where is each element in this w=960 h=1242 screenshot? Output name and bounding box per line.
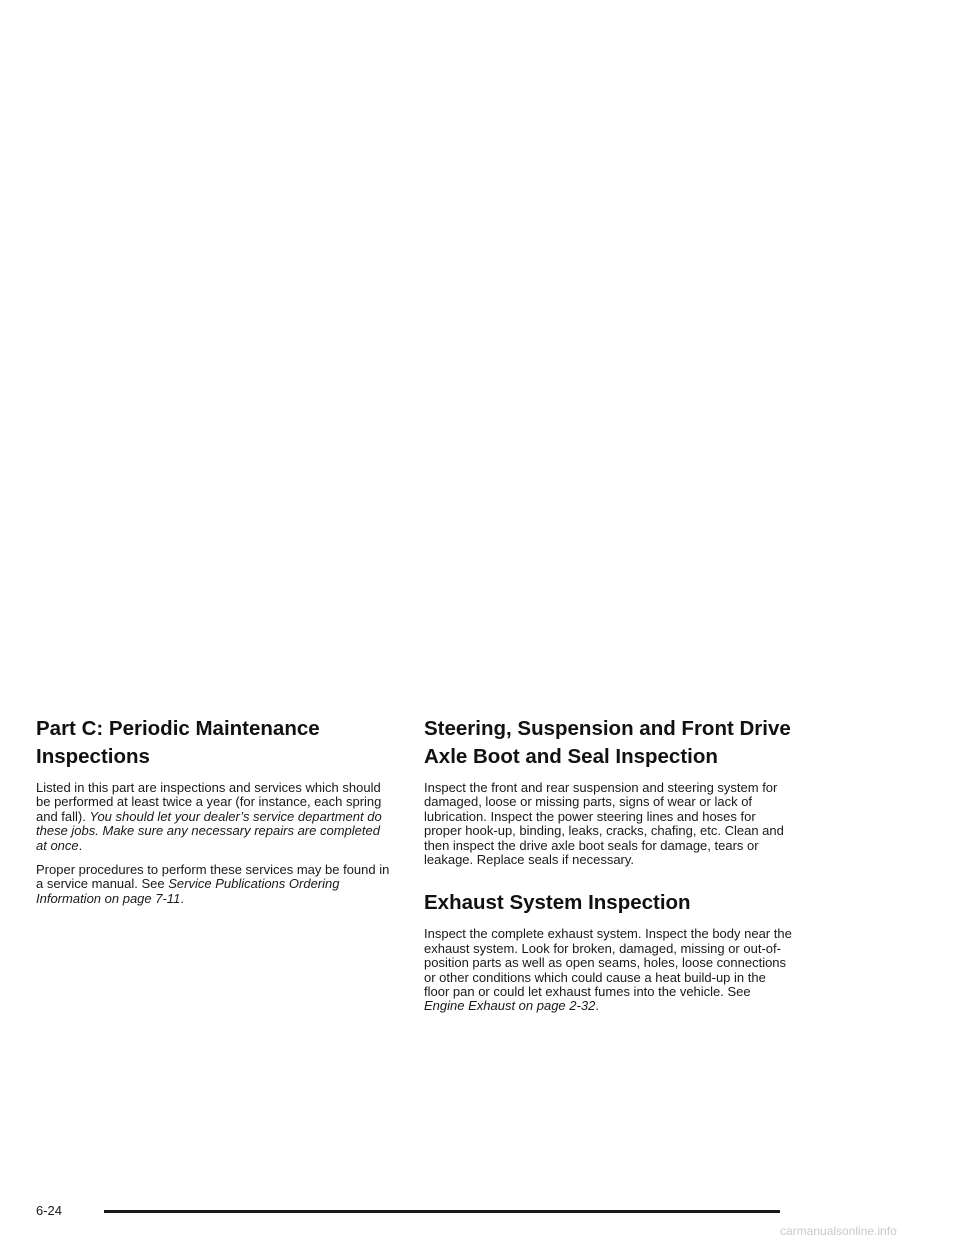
watermark: carmanualsonline.info — [780, 1224, 897, 1238]
section-heading-periodic-maintenance: Part C: Periodic Maintenance Inspections — [36, 717, 320, 768]
left-column — [36, 715, 392, 916]
paragraph-text: Proper procedures to perform these services may be found in a service manual. See — [36, 862, 390, 892]
section-heading-exhaust-system: Exhaust System Inspection — [424, 891, 691, 915]
paragraph-text: Listed in this part are inspections and services which should be performed at least twice a year (for instance, each spring and fall). — [36, 780, 382, 824]
section-heading-steering-suspension: Steering, Suspension and Front Drive Axle Boot and Seal Inspection — [424, 717, 791, 768]
footer-divider — [104, 1210, 780, 1213]
engine-exhaust-link[interactable]: Engine Exhaust on page 2-32 — [424, 998, 596, 1014]
paragraph-exhaust-inspection: Inspect the complete exhaust system. Inspect the body near the exhaust system. Look for broken, damaged, missing or out-of-position parts as well as open seams, holes, loose connections or other conditions which could cause a heat build-up in the floor pan or could let exhaust fumes into the vehicle. See Engine Exhaust on page 2-32. — [424, 926, 792, 1014]
paragraph-service-manual: Proper procedures to perform these services may be found in a service manual. See Service Publications Ordering Information on page 7-11. — [36, 862, 390, 906]
page-number: 6-24 — [36, 1203, 63, 1218]
paragraph-text: Inspect the complete exhaust system. Inspect the body near the exhaust system. Look for broken, damaged, missing or out-of-position parts as well as open seams, holes, loose connections or other conditions which could cause a heat build-up in the floor pan or could let exhaust fumes into the vehicle. See — [424, 926, 792, 1000]
paragraph-steering-inspection: Inspect the front and rear suspension and steering system for damaged, loose or missing parts, signs of wear or lack of lubrication. Inspect the power steering lines and hoses for proper hook-up, binding, leaks, cracks, chafing, etc. Clean and then inspect the drive axle boot seals for damage, tears or leakage. Replace seals if necessary. — [424, 780, 784, 868]
service-publications-link[interactable]: Service Publications Ordering Information on page 7-11 — [36, 876, 340, 906]
dealer-advice-italic: You should let your dealer’s service department do these jobs. Make sure any necessary repairs are completed at once — [36, 808, 382, 853]
paragraph-inspections-intro: Listed in this part are inspections and services which should be performed at least twice a year (for instance, each spring and fall). You should let your dealer’s service department do these jobs. Make sure any necessary repairs are completed at once. — [36, 780, 382, 853]
right-column — [424, 715, 794, 1024]
